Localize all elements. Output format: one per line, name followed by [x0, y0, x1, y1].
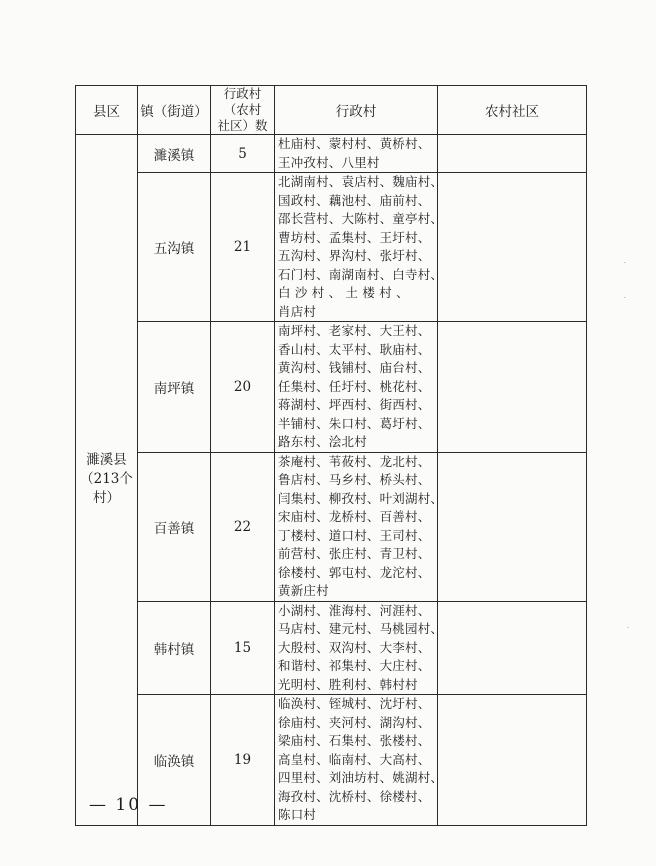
- village-list: 茶庵村、苇莜村、龙北村、 鲁店村、马乡村、桥头村、 闫集村、柳孜村、叶刘湖村、 宋庙村、龙桥村、百善村、 丁楼村、道口村、王司村、 前营村、张庄村、青卫村、 徐楼村、郭屯村、龙沱村、 黄新庄村: [275, 452, 438, 601]
- table-row: [76, 135, 587, 173]
- community-cell: [438, 452, 587, 601]
- village-count: 5: [211, 135, 275, 173]
- header-village-count: 行政村 （农村 社区）数: [211, 86, 275, 135]
- header-row: [76, 86, 587, 135]
- header-communities: 农村社区: [438, 86, 587, 135]
- town-name: 临涣镇: [138, 695, 211, 826]
- town-name: 韩村镇: [138, 601, 211, 695]
- village-count: 20: [211, 322, 275, 453]
- community-cell: [438, 695, 587, 826]
- table-row: [76, 601, 587, 695]
- table-row: [76, 452, 587, 601]
- village-list: 南坪村、老家村、大王村、 香山村、太平村、耿庙村、 黄沟村、钱铺村、庙台村、 任集村、任圩村、桃花村、 蒋湖村、坪西村、街西村、 半铺村、朱口村、葛圩村、 路东村、浍北村: [275, 322, 438, 453]
- village-count: 22: [211, 452, 275, 601]
- community-cell: [438, 322, 587, 453]
- town-name: 五沟镇: [138, 173, 211, 322]
- village-count: 15: [211, 601, 275, 695]
- header-town: 镇（街道）: [138, 86, 211, 135]
- village-count: 21: [211, 173, 275, 322]
- scan-speck: [627, 627, 629, 628]
- town-name: 百善镇: [138, 452, 211, 601]
- table-row: [76, 322, 587, 453]
- header-county: 县区: [76, 86, 138, 135]
- villages-table: [75, 85, 587, 826]
- village-list: 小湖村、淮海村、河涯村、 马店村、建元村、马桃园村、 大殷村、双沟村、大李村、 和谐村、祁集村、大庄村、 光明村、胜利村、韩村村: [275, 601, 438, 695]
- town-name: 濉溪镇: [138, 135, 211, 173]
- county-cell: 濉溪县 （213个 村）: [76, 135, 138, 826]
- scan-speck: [624, 297, 626, 298]
- community-cell: [438, 601, 587, 695]
- header-villages: 行政村: [275, 86, 438, 135]
- scan-speck: [624, 262, 626, 263]
- village-count: 19: [211, 695, 275, 826]
- village-list: 临涣村、铚城村、沈圩村、 徐庙村、夹河村、湖沟村、 梁庙村、石集村、张楼村、 高皇村、临南村、大高村、 四里村、刘油坊村、姚湖村、 海孜村、沈桥村、徐楼村、 陈口村: [275, 695, 438, 826]
- village-list: 杜庙村、蒙村村、黄桥村、 王冲孜村、八里村: [275, 135, 438, 173]
- community-cell: [438, 173, 587, 322]
- table-row: [76, 173, 587, 322]
- town-name: 南坪镇: [138, 322, 211, 453]
- village-list: 北湖南村、袁店村、魏庙村、 国政村、藕池村、庙前村、 邵长营村、大陈村、童亭村、 曹坊村、孟集村、王圩村、 五沟村、界沟村、张圩村、 石门村、南湖南村、白寺村、 白 沙 村 、 土 楼 村 、 肖店村: [275, 173, 438, 322]
- page-number: — 10 —: [89, 795, 168, 815]
- community-cell: [438, 135, 587, 173]
